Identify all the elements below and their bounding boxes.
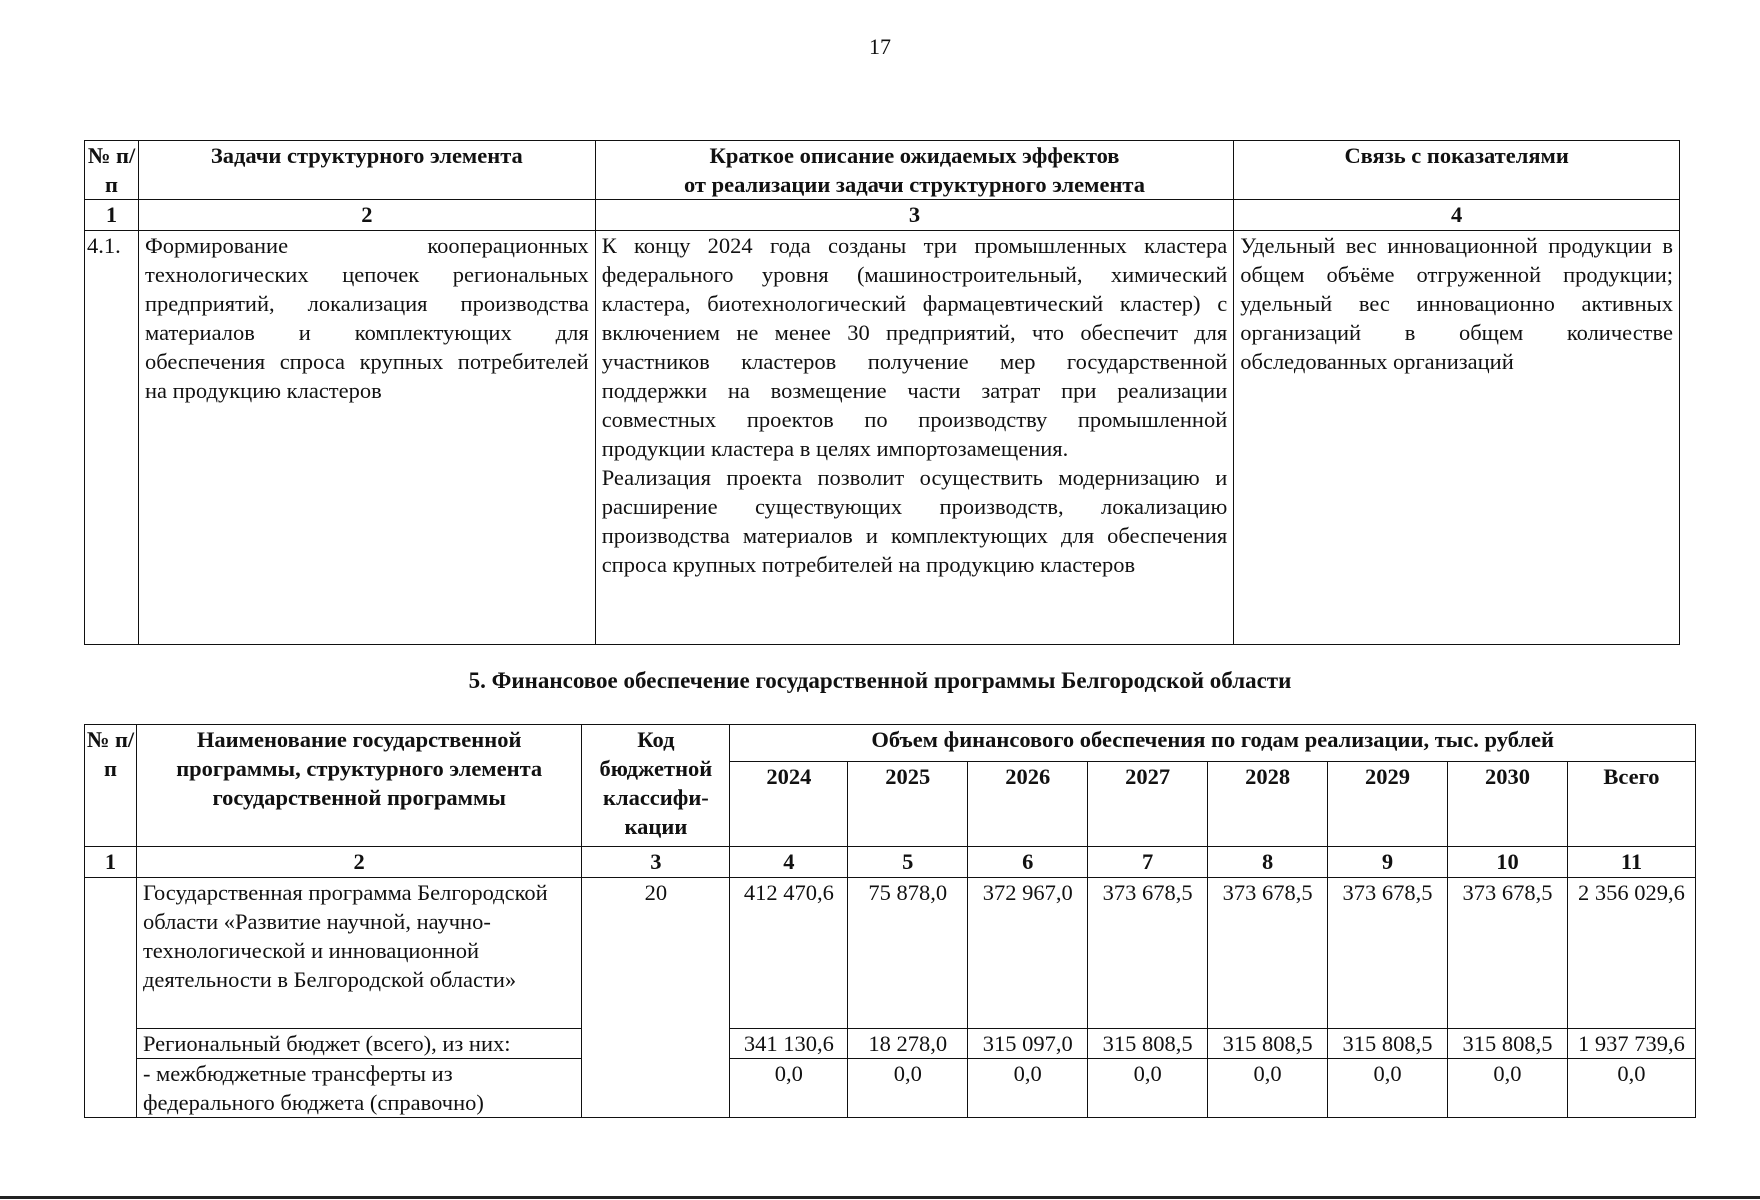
col-number: 5: [848, 847, 968, 878]
col-number: 1: [85, 847, 137, 878]
value-2025: 75 878,0: [848, 878, 968, 1029]
header-volume: Объем финансового обеспечения по годам реализации, тыс. рублей: [730, 725, 1696, 762]
value-total: 0,0: [1567, 1059, 1695, 1118]
header-year: 2025: [848, 762, 968, 847]
value-2025: 18 278,0: [848, 1029, 968, 1059]
section-title: 5. Финансовое обеспечение государственной программы Белгородской области: [468, 668, 1292, 693]
bottom-scan-edge: [0, 1196, 1760, 1199]
page-number: 17: [869, 34, 891, 59]
col-number: 4: [730, 847, 848, 878]
effect-paragraph-1: К концу 2024 года созданы три промышленных кластера федерального уровня (машиностроительный, химический кластера, биотехнологический фармацевтический кластер) с включением не менее 30 предприятий, что обеспечит для участников кластеров получение мер государственной поддержки на возмещение части затрат при реализации совместных проектов по производству промышленной продукции кластера в целях импортозамещения.: [601, 233, 1228, 461]
col-number: 4: [1234, 200, 1680, 231]
header-name: Наименование государственной программы, структурного элемента государственной программы: [136, 725, 581, 847]
program-name: Государственная программа Белгородской области «Развитие научной, научно-технологической и инновационной деятельности в Белгородской области»: [136, 878, 581, 1029]
row-effects: [595, 231, 1234, 645]
row-task: Формирование кооперационных технологических цепочек региональных предприятий, локализация производства материалов и комплектующих для обеспечения спроса крупных потребителей на продукцию кластеров: [138, 231, 595, 645]
effect-paragraph-2: Реализация проекта позволит осуществить модернизацию и расширение существующих производств, локализацию производства материалов и комплектующих для обеспечения спроса крупных потребителей на продукцию кластеров: [601, 465, 1228, 577]
col-number: 3: [595, 200, 1234, 231]
header-tasks: Задачи структурного элемента: [138, 141, 595, 200]
table1-header-row: [85, 141, 1680, 200]
col-number: 11: [1567, 847, 1695, 878]
value-2029: 0,0: [1328, 1059, 1448, 1118]
value-total: 1 937 739,6: [1567, 1029, 1695, 1059]
value-2028: 315 808,5: [1208, 1029, 1328, 1059]
value-2026: 372 967,0: [968, 878, 1088, 1029]
value-2030: 0,0: [1448, 1059, 1568, 1118]
value-2028: 373 678,5: [1208, 878, 1328, 1029]
header-year: 2028: [1208, 762, 1328, 847]
table1-row-4-1: [85, 231, 1680, 645]
col-number: 10: [1448, 847, 1568, 878]
value-total: 2 356 029,6: [1567, 878, 1695, 1029]
regional-budget-name: Региональный бюджет (всего), из них:: [136, 1029, 581, 1059]
table2-header-row-1: [85, 725, 1696, 762]
value-2027: 315 808,5: [1088, 1029, 1208, 1059]
value-2024: 341 130,6: [730, 1029, 848, 1059]
row-indicators: Удельный вес инновационной продукции в общем объёме отгруженной продукции; удельный вес инновационно активных организаций в общем количестве обследованных организаций: [1234, 231, 1680, 645]
col-number: 3: [582, 847, 730, 878]
header-year: 2029: [1328, 762, 1448, 847]
federal-transfers-name: - межбюджетные трансферты из федерального бюджета (справочно): [136, 1059, 581, 1118]
header-year: 2027: [1088, 762, 1208, 847]
structural-element-tasks-table: [84, 140, 1680, 645]
table-row-program: [85, 878, 1696, 1029]
value-2030: 315 808,5: [1448, 1029, 1568, 1059]
col-number: 9: [1328, 847, 1448, 878]
table-row-federal-transfers: [85, 1059, 1696, 1118]
value-2025: 0,0: [848, 1059, 968, 1118]
col-number: 2: [138, 200, 595, 231]
header-year: 2024: [730, 762, 848, 847]
table-row-regional-budget: [85, 1029, 1696, 1059]
value-2029: 373 678,5: [1328, 878, 1448, 1029]
value-2030: 373 678,5: [1448, 878, 1568, 1029]
value-2029: 315 808,5: [1328, 1029, 1448, 1059]
col-number: 8: [1208, 847, 1328, 878]
header-total: Всего: [1567, 762, 1695, 847]
value-2026: 315 097,0: [968, 1029, 1088, 1059]
header-year: 2030: [1448, 762, 1568, 847]
budget-code: 20: [582, 878, 730, 1118]
value-2024: 412 470,6: [730, 878, 848, 1029]
header-num: № п/п: [85, 725, 137, 847]
header-effects-line2: от реализации задачи структурного элемента: [683, 172, 1146, 197]
header-effects-line1: Краткое описание ожидаемых эффектов: [709, 143, 1120, 168]
table1-column-numbers: [85, 200, 1680, 231]
table2-column-numbers: [85, 847, 1696, 878]
header-year: 2026: [968, 762, 1088, 847]
row-num: 4.1.: [85, 231, 139, 645]
row-num-empty: [85, 878, 137, 1118]
header-num: № п/п: [85, 141, 139, 200]
col-number: 2: [136, 847, 581, 878]
value-2024: 0,0: [730, 1059, 848, 1118]
value-2027: 373 678,5: [1088, 878, 1208, 1029]
header-effects: [595, 141, 1234, 200]
value-2028: 0,0: [1208, 1059, 1328, 1118]
value-2027: 0,0: [1088, 1059, 1208, 1118]
value-2026: 0,0: [968, 1059, 1088, 1118]
header-code: Код бюджетной классифи-кации: [582, 725, 730, 847]
col-number: 6: [968, 847, 1088, 878]
financing-table: [84, 724, 1696, 1118]
header-indicators: Связь с показателями: [1234, 141, 1680, 200]
col-number: 1: [85, 200, 139, 231]
col-number: 7: [1088, 847, 1208, 878]
